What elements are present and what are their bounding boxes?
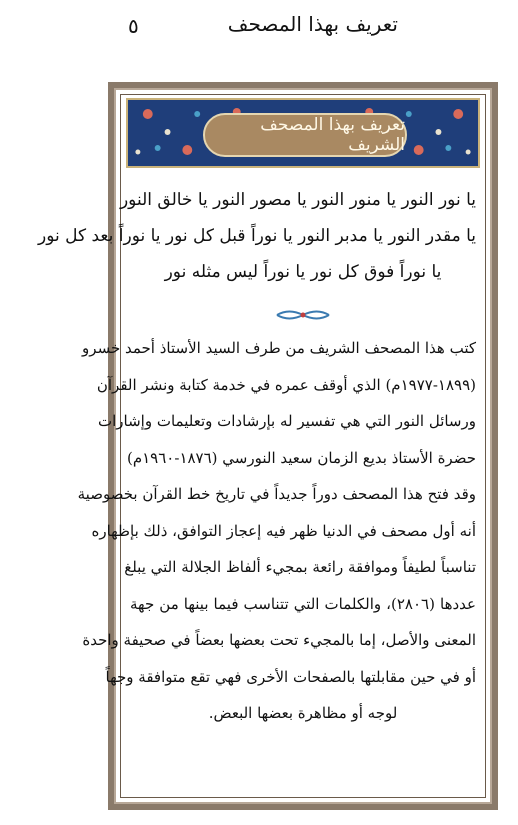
text-line: (١٨٩٩-١٩٧٧م) الذي أوقف عمره في خدمة كتابة ونشر القرآن bbox=[96, 375, 476, 394]
text-line: المعنى والأصل، إما بالمجيء تحت بعضها بعضاً في صحيفة واحدة bbox=[82, 631, 476, 649]
title-cartouche bbox=[203, 113, 407, 157]
text-line: وقد فتح هذا المصحف دوراً جديداً في تاريخ خط القرآن بخصوصية bbox=[77, 485, 476, 503]
text-line: كتب هذا المصحف الشريف من طرف السيد الأستاذ أحمد خسرو bbox=[82, 339, 476, 357]
running-head bbox=[0, 8, 518, 44]
introduction-text bbox=[77, 330, 477, 732]
text-line: ورسائل النور التي هي تفسير له بإرشادات وتعليمات وإشارات bbox=[98, 412, 476, 430]
divider-ornament-icon bbox=[275, 308, 331, 322]
verse-line: يا نور النور يا منور النور يا مصور النور يا خالق النور bbox=[119, 190, 476, 210]
verse-line: يا مقدر النور يا مدبر النور يا نوراً قبل كل نور يا نوراً بعد كل نور bbox=[38, 226, 476, 246]
verse-line: يا نوراً فوق كل نور يا نوراً ليس مثله نور bbox=[164, 262, 442, 282]
text-line: أنه أول مصحف في الدنيا ظهر فيه إعجاز التوافق، ذلك بإظهاره bbox=[91, 521, 476, 540]
banner-title: تعريف بهذا المصحف الشريف bbox=[260, 115, 405, 155]
text-line: حضرة الأستاذ بديع الزمان سعيد النورسي (١٨٧٦-١٩٦٠م) bbox=[126, 448, 476, 467]
text-line: عددها (٢٨٠٦)، والكلمات التي تتناسب فيما بينها من جهة bbox=[130, 594, 477, 613]
text-line: أو في حين مقابلتها بالصفحات الأخرى فهي تقع متوافقة وجهاً bbox=[105, 667, 476, 686]
text-line: لوجه أو مظاهرة بعضها البعض. bbox=[208, 704, 398, 722]
running-title: تعريف بهذا المصحف bbox=[227, 12, 398, 36]
text-line: تناسباً لطيفاً وموافقة رائعة بمجيء ألفاظ الجلالة التي يبلغ bbox=[124, 558, 476, 576]
frame-inner bbox=[38, 88, 492, 804]
page-frame bbox=[38, 82, 498, 810]
illuminated-banner bbox=[126, 98, 480, 168]
invocation-verses bbox=[38, 182, 476, 290]
page-number: ٥ bbox=[128, 14, 139, 38]
